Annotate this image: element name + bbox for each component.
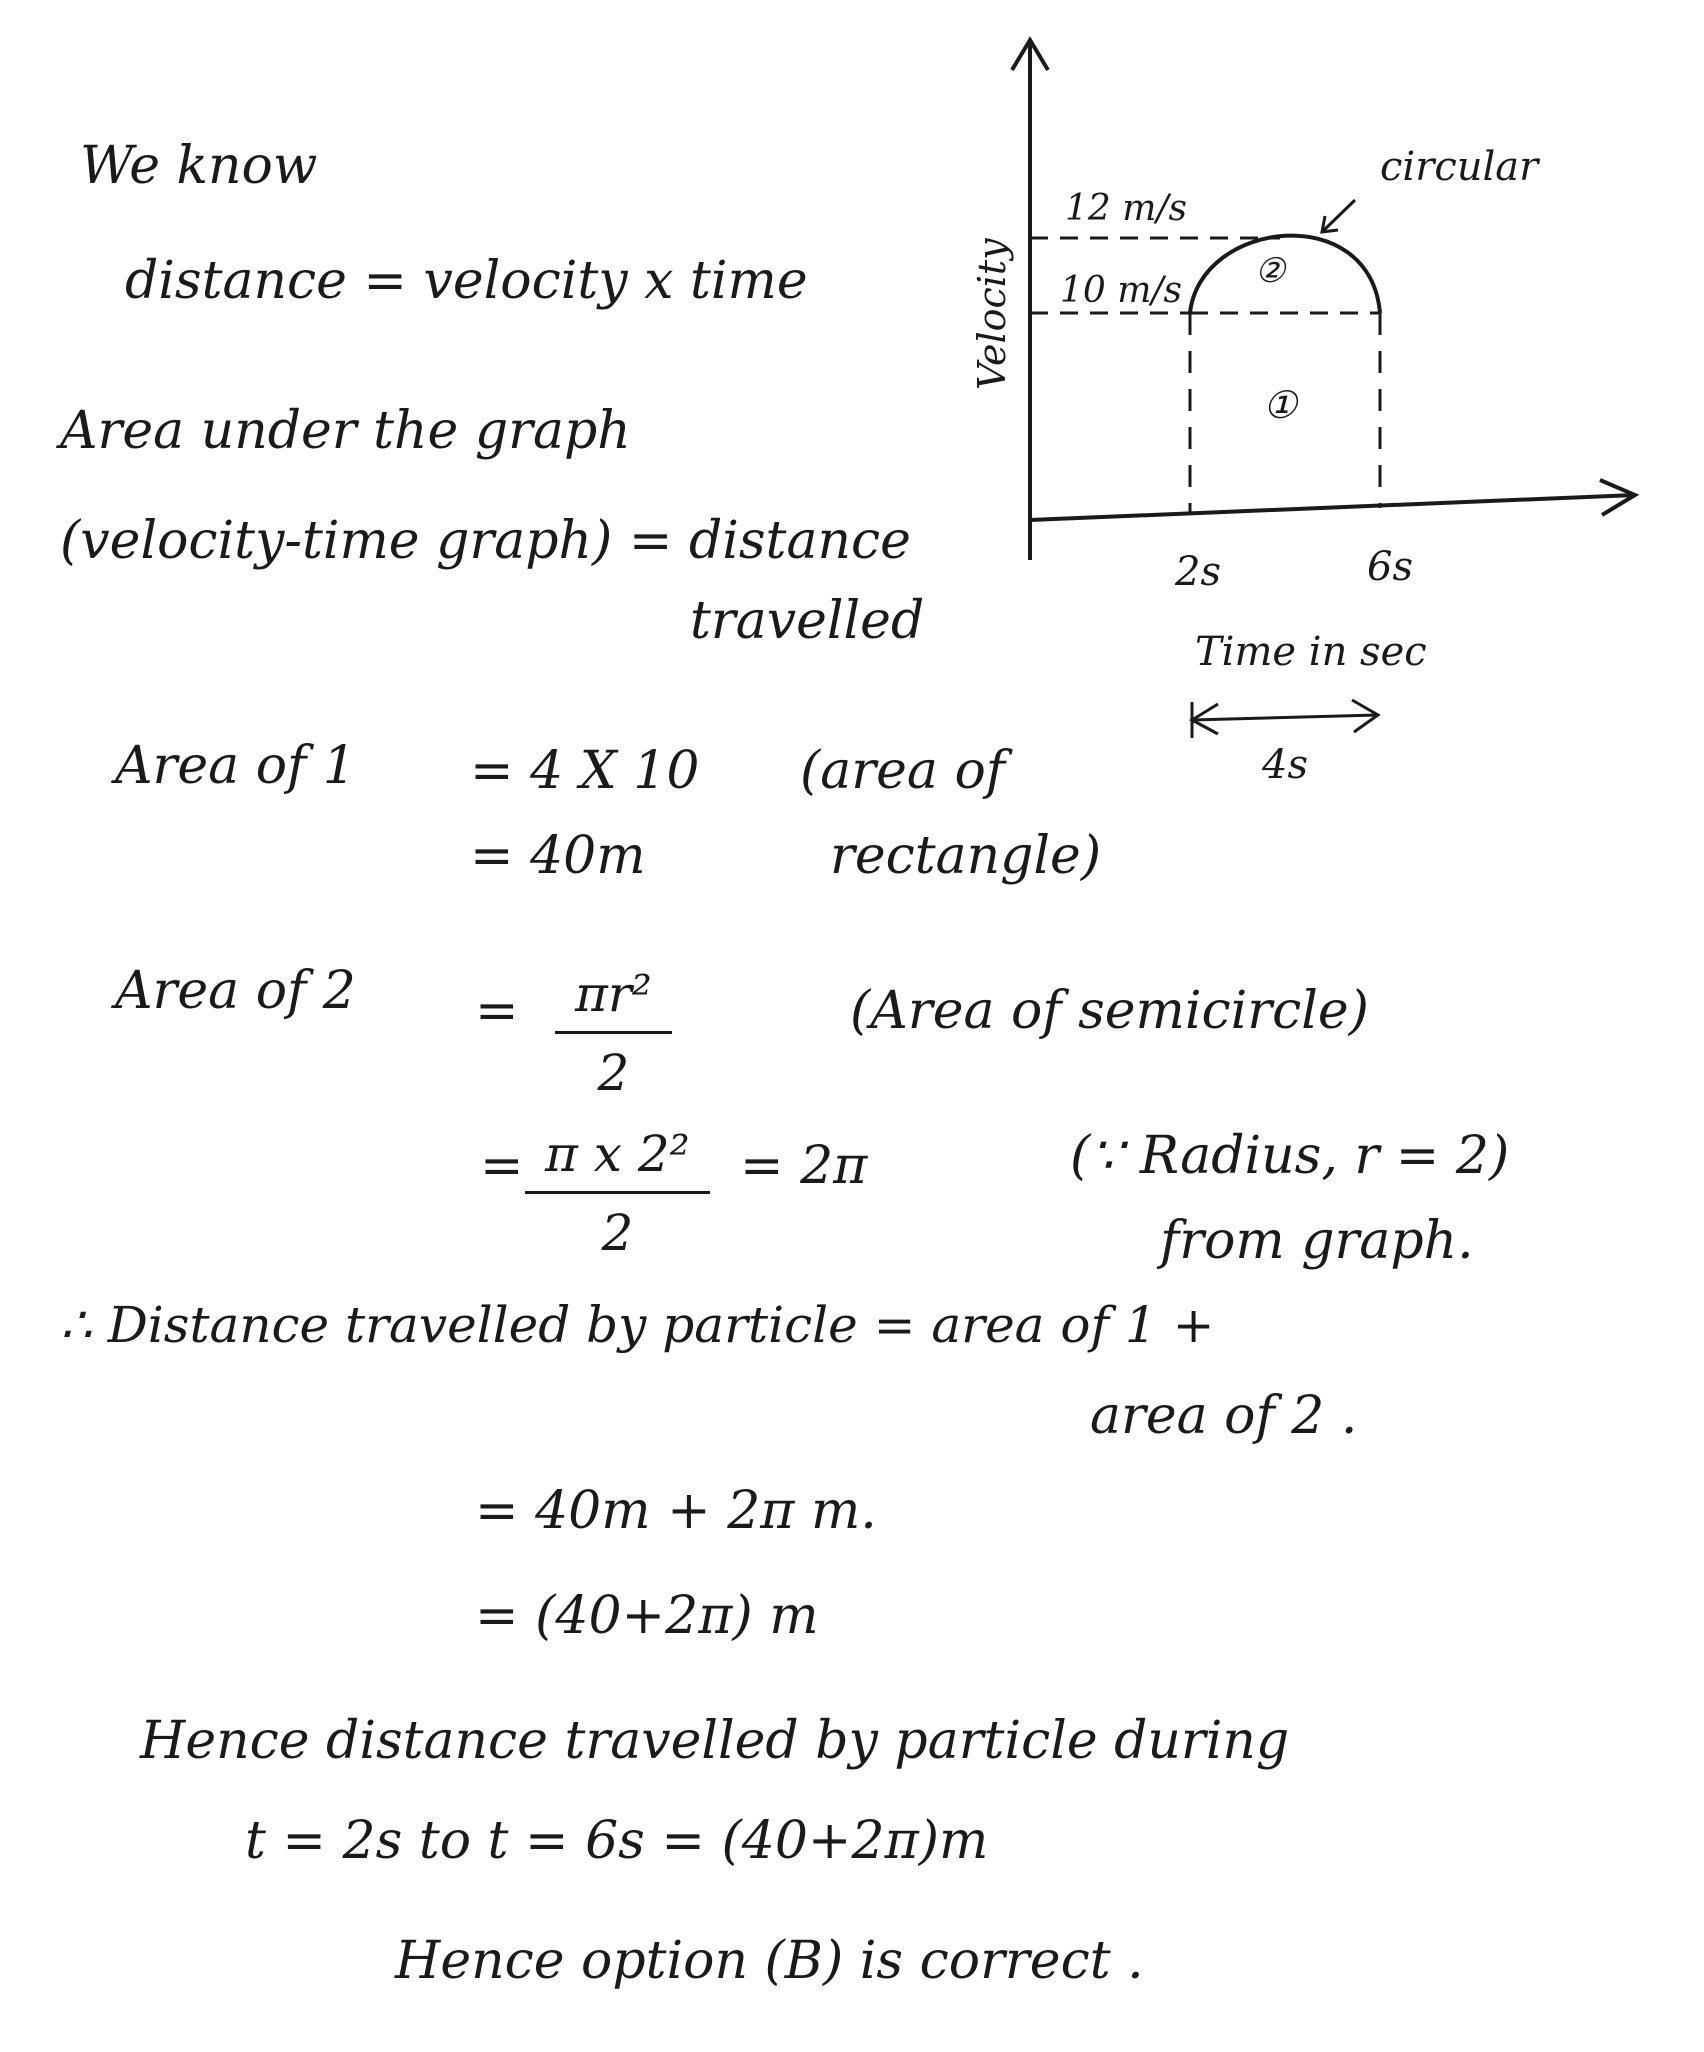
area1-eq1: = 4 X 10: [470, 741, 700, 801]
sum-line-2: = (40+2π) m: [475, 1586, 819, 1646]
therefore-line: ∴ Distance travelled by particle = area of 1 +: [60, 1296, 1215, 1354]
time-2s-label: 2s: [1175, 549, 1221, 595]
area2-eq-sign: =: [475, 981, 519, 1041]
text-vt-graph-distance: (velocity-time graph) = distance: [60, 511, 911, 571]
area2-label: Area of 2: [115, 961, 356, 1021]
area2-fraction-2: [525, 1125, 710, 1262]
region-1-label: ①: [1262, 383, 1298, 427]
time-6s-label: 6s: [1367, 544, 1413, 590]
area2-fraction: [555, 965, 672, 1102]
hence-line-1: Hence distance travelled by particle during: [140, 1711, 1290, 1771]
area2-note: (Area of semicircle): [850, 981, 1369, 1041]
velocity-10-label: 10 m/s: [1060, 270, 1182, 311]
area2-numerator: πr²: [555, 965, 672, 1034]
text-distance-formula: distance = velocity x time: [125, 251, 808, 311]
hence-line-2: t = 2s to t = 6s = (40+2π)m: [245, 1811, 989, 1871]
circular-pointer-arrow: [1322, 200, 1355, 232]
interval-arrow: [1192, 715, 1378, 720]
area1-eq2: = 40m: [470, 826, 646, 886]
text-travelled: travelled: [690, 591, 925, 651]
area2-result: = 2π: [740, 1136, 868, 1196]
sum-line-1: = 40m + 2π m.: [475, 1481, 877, 1541]
y-axis-label: Velocity: [970, 238, 1014, 390]
area1-label: Area of 1: [115, 736, 356, 796]
area2-denominator-2: 2: [601, 1204, 634, 1262]
interval-label: 4s: [1262, 742, 1308, 788]
area2-denominator: 2: [597, 1044, 630, 1102]
velocity-12-label: 12 m/s: [1065, 188, 1187, 229]
radius-note-2: from graph.: [1160, 1211, 1474, 1271]
area1-note1: (area of: [800, 741, 1006, 801]
therefore-line-2: area of 2 .: [1090, 1386, 1358, 1446]
hence-line-3: Hence option (B) is correct .: [395, 1931, 1144, 1991]
text-we-know: We know: [80, 136, 318, 196]
text-area-under-graph: Area under the graph: [60, 401, 631, 461]
region-2-label: ②: [1254, 251, 1286, 291]
area2-eq-sign-2: =: [480, 1136, 524, 1196]
circular-label: circular: [1380, 144, 1539, 190]
x-axis-label: Time in sec: [1195, 629, 1427, 675]
radius-note: (∵ Radius, r = 2): [1070, 1126, 1510, 1186]
x-axis: [1030, 495, 1635, 520]
area2-numerator-2: π x 2²: [525, 1125, 710, 1194]
area1-note2: rectangle): [830, 826, 1102, 886]
velocity-time-graph: [960, 20, 1680, 820]
